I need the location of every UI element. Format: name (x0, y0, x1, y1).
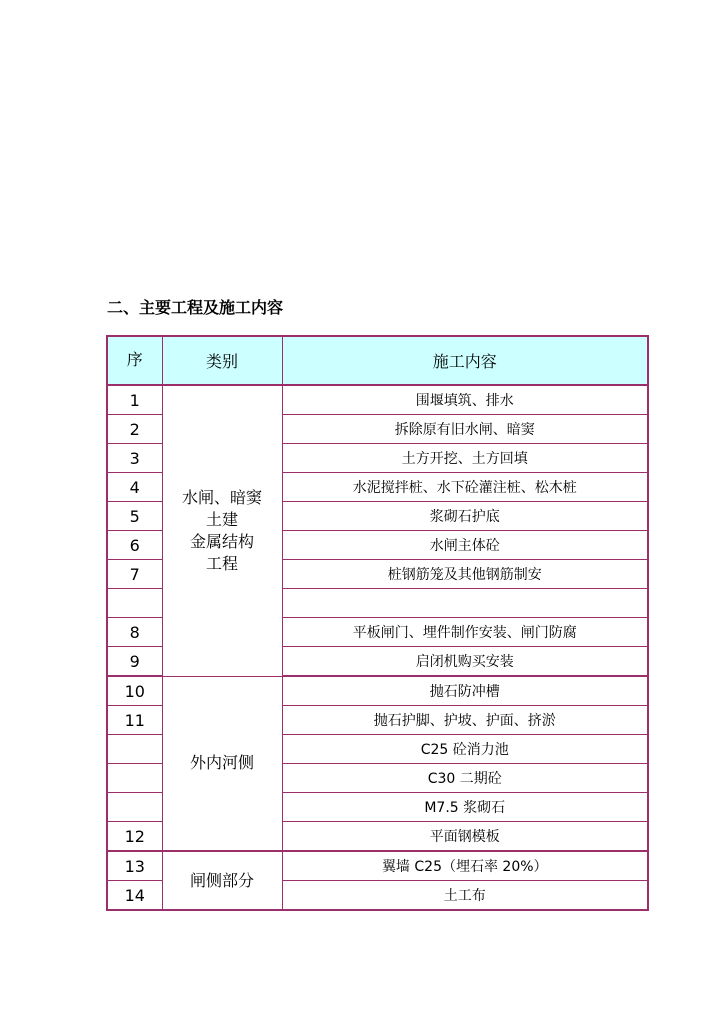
row-content: 土方开挖、土方回填 (282, 444, 648, 473)
header-content: 施工内容 (282, 336, 648, 385)
row-content: C30 二期砼 (282, 764, 648, 793)
category-line: 闸侧部分 (189, 870, 254, 890)
table-row (107, 851, 648, 881)
section-heading: 二、主要工程及施工内容 (107, 298, 284, 317)
row-seq: 9 (107, 647, 162, 677)
row-seq: 12 (107, 822, 162, 852)
table-header-row (107, 336, 648, 385)
row-content: 平面钢模板 (282, 822, 648, 852)
row-content: 土工布 (282, 881, 648, 911)
row-seq: 10 (107, 676, 162, 706)
row-content: 启闭机购买安装 (282, 647, 648, 677)
category-cell-river-side (162, 676, 282, 851)
header-category: 类别 (162, 336, 282, 385)
row-content: 围堰填筑、排水 (282, 385, 648, 415)
row-seq: 2 (107, 415, 162, 444)
category-cell-sluice (162, 385, 282, 676)
row-seq: 6 (107, 531, 162, 560)
table-row (107, 676, 648, 706)
row-content: 水泥搅拌桩、水下砼灌注桩、松木桩 (282, 473, 648, 502)
row-content: 拆除原有旧水闸、暗窦 (282, 415, 648, 444)
row-seq (107, 735, 162, 764)
works-table (106, 335, 649, 911)
row-content: 桩钢筋笼及其他钢筋制安 (282, 560, 648, 589)
row-seq: 8 (107, 618, 162, 647)
row-seq (107, 764, 162, 793)
category-line: 外内河侧 (189, 753, 254, 773)
header-seq: 序 (107, 336, 162, 385)
row-content: C25 砼消力池 (282, 735, 648, 764)
row-seq: 4 (107, 473, 162, 502)
row-seq: 11 (107, 706, 162, 735)
row-content: 抛石防冲槽 (282, 676, 648, 706)
category-line: 水闸、暗窦 (181, 487, 262, 507)
row-content: M7.5 浆砌石 (282, 793, 648, 822)
table-row (107, 385, 648, 415)
row-content: 翼墙 C25（埋石率 20%） (282, 851, 648, 881)
row-content: 水闸主体砼 (282, 531, 648, 560)
row-seq: 13 (107, 851, 162, 881)
category-line: 金属结构 (189, 531, 254, 551)
row-content (282, 589, 648, 618)
row-content: 平板闸门、埋件制作安装、闸门防腐 (282, 618, 648, 647)
row-seq: 7 (107, 560, 162, 589)
category-cell-gate-side (162, 851, 282, 910)
category-line: 土建 (205, 509, 238, 529)
row-seq (107, 793, 162, 822)
row-seq: 3 (107, 444, 162, 473)
row-seq: 5 (107, 502, 162, 531)
row-seq (107, 589, 162, 618)
row-seq: 14 (107, 881, 162, 911)
row-content: 抛石护脚、护坡、护面、挤淤 (282, 706, 648, 735)
row-seq: 1 (107, 385, 162, 415)
category-line: 工程 (205, 553, 238, 573)
row-content: 浆砌石护底 (282, 502, 648, 531)
